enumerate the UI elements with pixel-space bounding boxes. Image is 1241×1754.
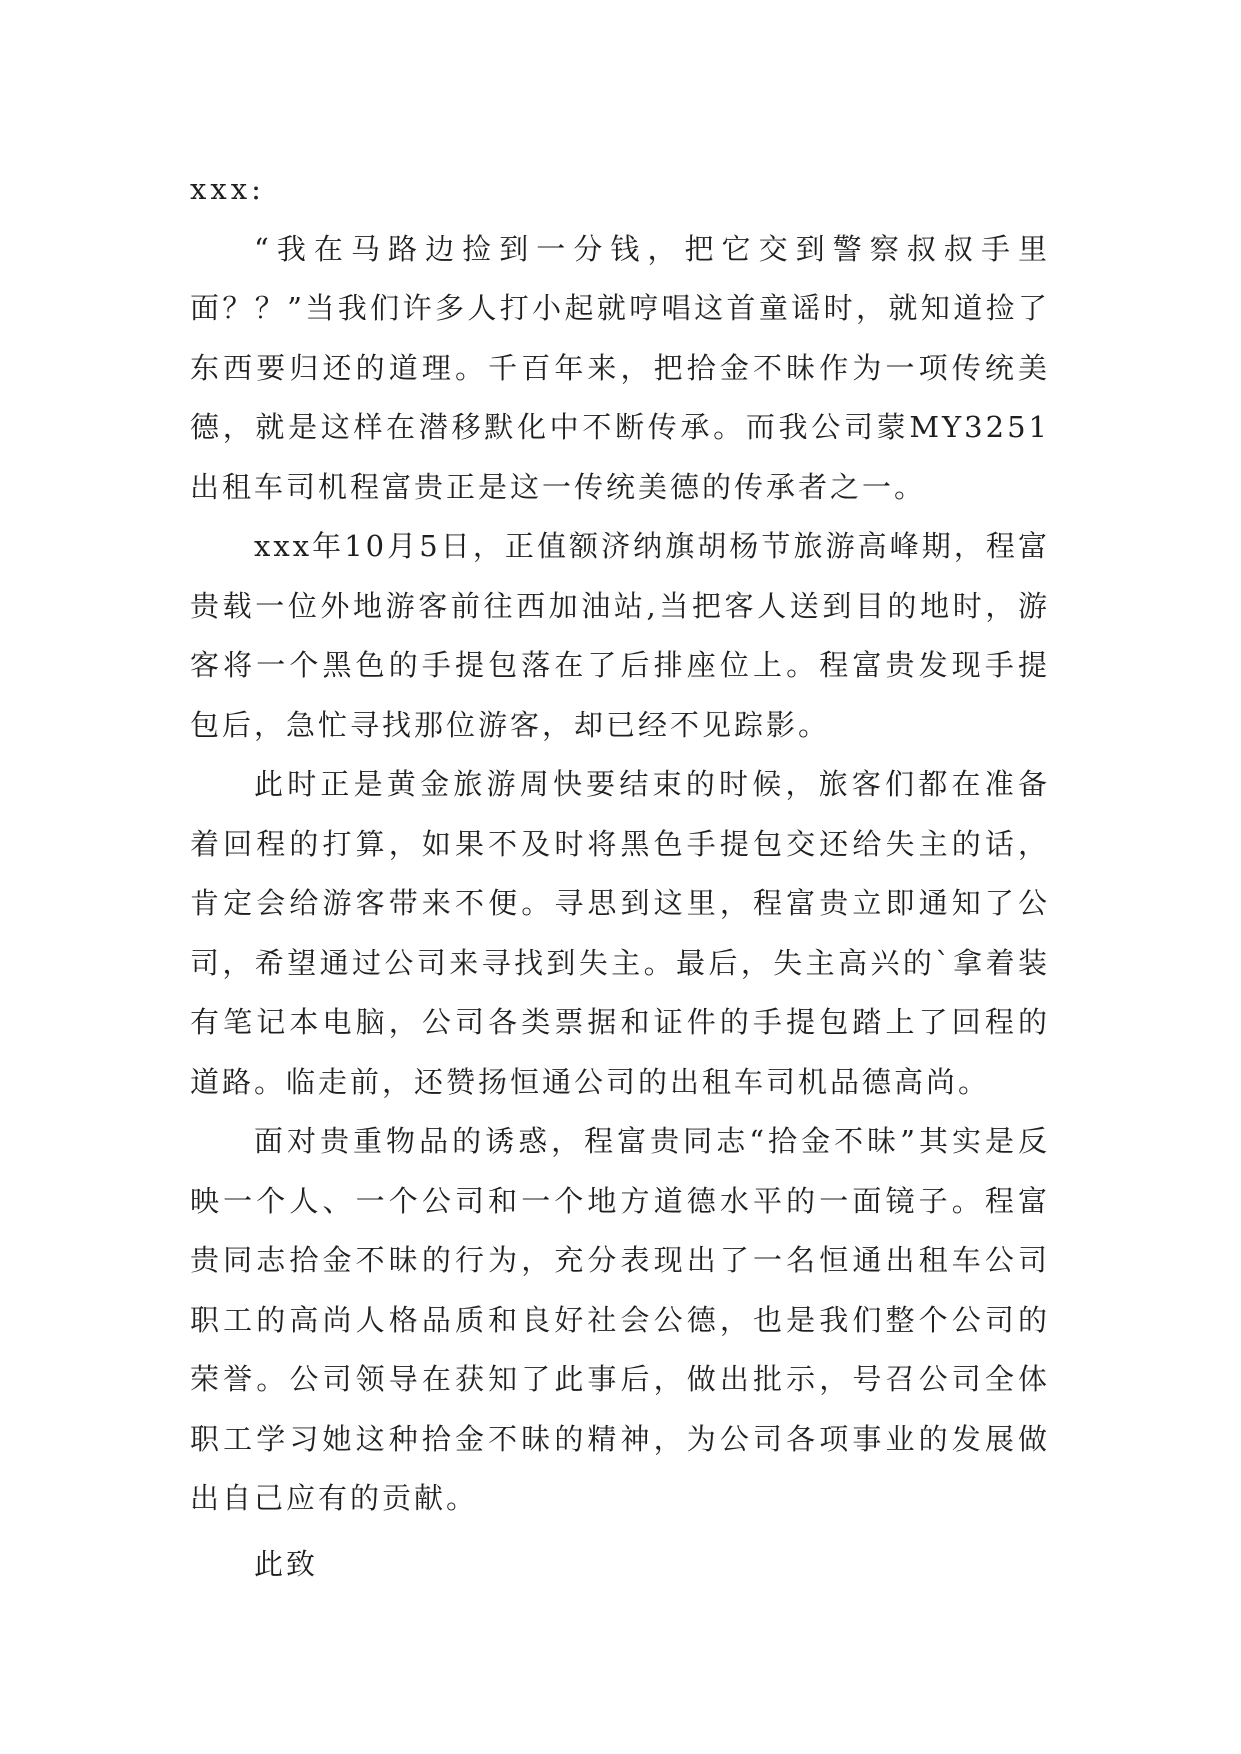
paragraph-2: xxx年10月5日，正值额济纳旗胡杨节旅游高峰期，程富贵载一位外地游客前往西加油站,当把客人送到目的地时，游客将一个黑色的手提包落在了后排座位上。程富贵发现手提包后，急忙寻找那位游客，却已经不见踪影。 [190, 529, 1050, 742]
closing: 此致 [254, 1546, 319, 1581]
paragraph-4: 面对贵重物品的诱惑，程富贵同志“拾金不昧”其实是反映一个人、一个公司和一个地方道德水平的一面镜子。程富贵同志拾金不昧的行为，充分表现出了一名恒通出租车公司职工的高尚人格品质和良好社会公德，也是我们整个公司的荣誉。公司领导在获知了此事后，做出批示，号召公司全体职工学习她这种拾金不昧的精神，为公司各项事业的发展做出自己应有的贡献。 [190, 1124, 1050, 1515]
paragraph-3: 此时正是黄金旅游周快要结束的时候，旅客们都在准备着回程的打算，如果不及时将黑色手提包交还给失主的话，肯定会给游客带来不便。寻思到这里，程富贵立即通知了公司，希望通过公司来寻找到失主。最后，失主高兴的`拿着装有笔记本电脑，公司各类票据和证件的手提包踏上了回程的道路。临走前，还赞扬恒通公司的出租车司机品德高尚。 [190, 767, 1050, 1099]
salutation: xxx: [190, 172, 265, 206]
letter-body [190, 160, 1050, 1594]
paragraph-1: “我在马路边捡到一分钱，把它交到警察叔叔手里面？？”当我们许多人打小起就哼唱这首童谣时，就知道捡了东西要归还的道理。千百年来，把拾金不昧作为一项传统美德，就是这样在潜移默化中不断传承。而我公司蒙MY3251出租车司机程富贵正是这一传统美德的传承者之一。 [190, 231, 1050, 504]
